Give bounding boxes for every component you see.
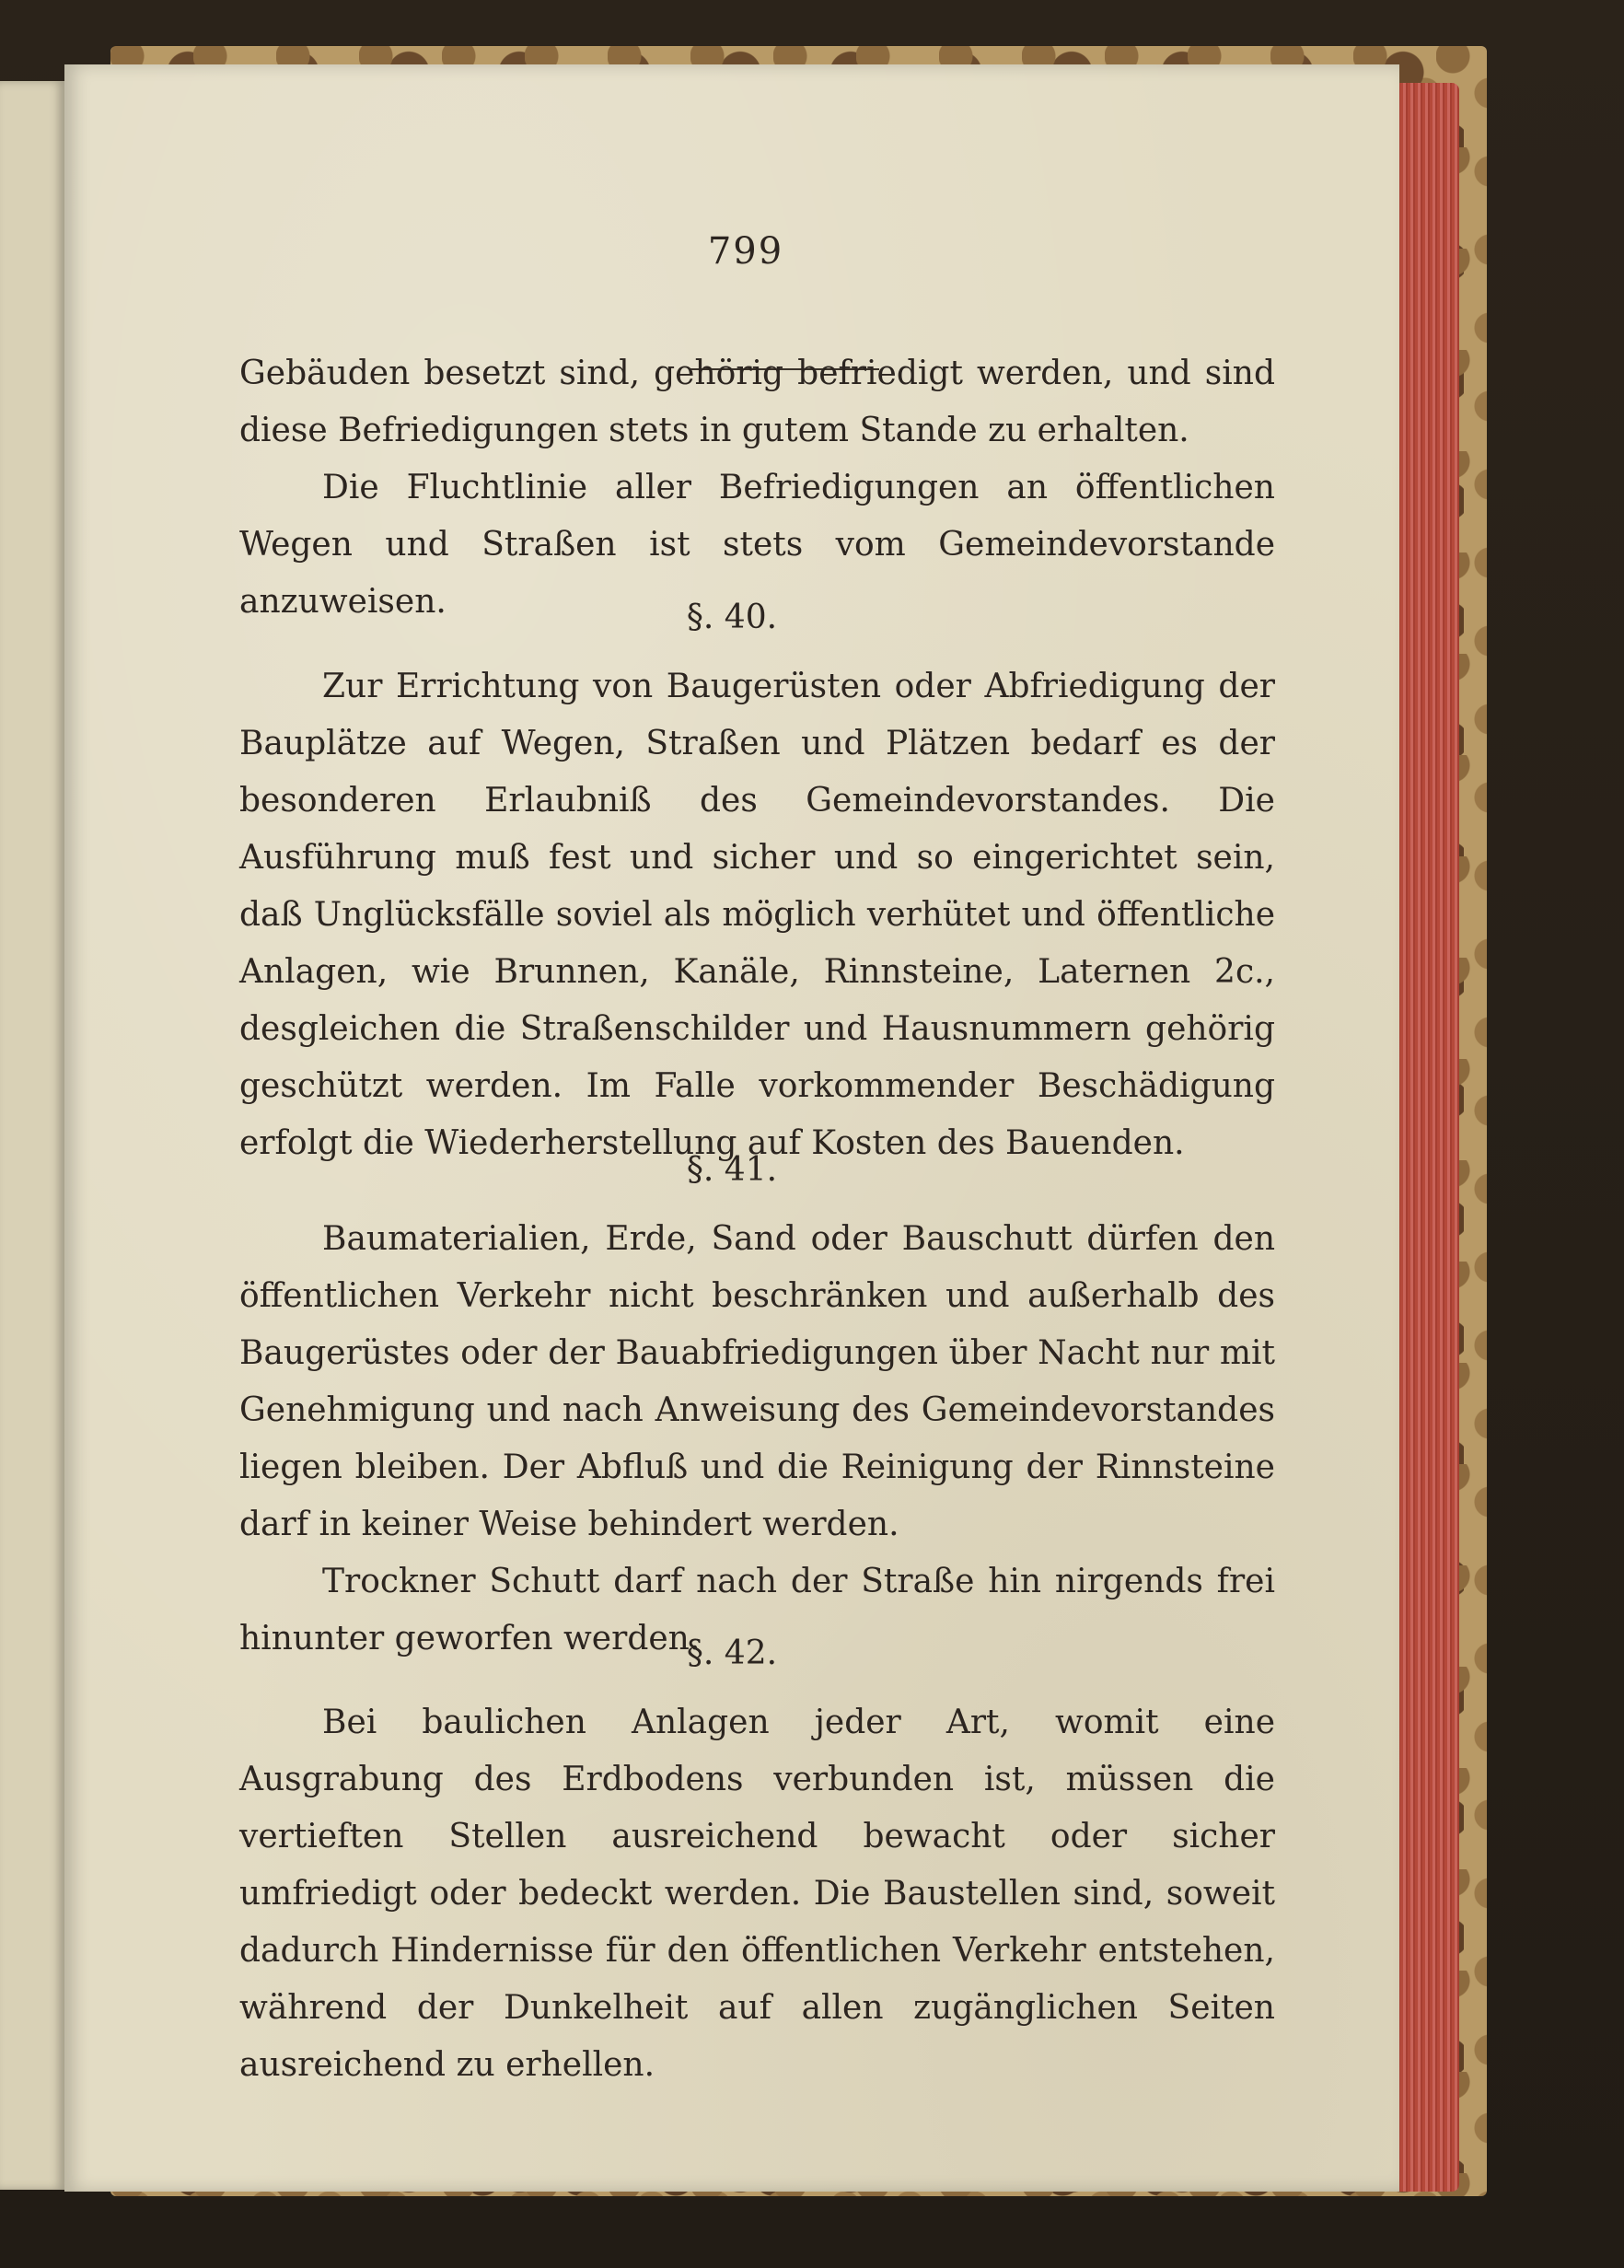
paragraph: Zur Errichtung von Baugerüsten oder Abfriedigung der Bauplätze auf Wegen, Straßen und Plätzen bedarf es der besonderen Erlaubniß des Gemeindevorstandes. Die Ausführung muß fest und sicher und so eingerichtet sein, daß Unglücksfälle soviel als möglich verhütet und öffentliche Anlagen, wie Brunnen, Kanäle, Rinnsteine, Laternen 2c., desgleichen die Straßenschilder und Hausnummern gehörig geschützt werden. Im Falle vorkommender Beschädigung erfolgt die Wiederherstellung auf Kosten des Bauenden. xyxy=(239,668,1275,1162)
paragraph: Trockner Schutt darf nach der Straße hin nirgends frei hinunter geworfen werden. xyxy=(239,1563,1275,1657)
book-page xyxy=(64,64,1399,2192)
section-heading-41: §. 41. xyxy=(686,1151,778,1189)
left-page-edge xyxy=(0,81,64,2190)
section-heading-40: §. 40. xyxy=(686,599,778,636)
section-heading-42: §. 42. xyxy=(686,1634,778,1672)
paragraph: Gebäuden besetzt sind, gehörig befriedigt werden, und sind diese Befriedigungen stets in gutem Stande zu erhalten. xyxy=(239,355,1275,449)
paragraph: Die Fluchtlinie aller Befriedigungen an öffentlichen Wegen und Straßen ist stets vom Gemeindevorstande anzuweisen. xyxy=(239,469,1275,621)
paragraph: Baumaterialien, Erde, Sand oder Bauschutt dürfen den öffentlichen Verkehr nicht beschränken und außerhalb des Baugerüstes oder der Bauabfriedigungen über Nacht nur mit Genehmigung und nach Anweisung des Gemeindevorstandes liegen bleiben. Der Abfluß und die Reinigung der Rinnsteine darf in keiner Weise behindert werden. xyxy=(239,1220,1275,1543)
section-40-body xyxy=(239,658,1275,1172)
paragraph: Bei baulichen Anlagen jeder Art, womit eine Ausgrabung des Erdbodens verbunden ist, müssen die vertieften Stellen ausreichend bewacht oder sicher umfriedigt oder bedeckt werden. Die Baustellen sind, soweit dadurch Hindernisse für den öffentlichen Verkehr entstehen, während der Dunkelheit auf allen zugänglichen Seiten ausreichend zu erhellen. xyxy=(239,1704,1275,2084)
continued-text-block xyxy=(239,345,1275,631)
section-41-body xyxy=(239,1211,1275,1668)
page-number: 799 xyxy=(707,230,784,273)
section-42-body xyxy=(239,1694,1275,2094)
